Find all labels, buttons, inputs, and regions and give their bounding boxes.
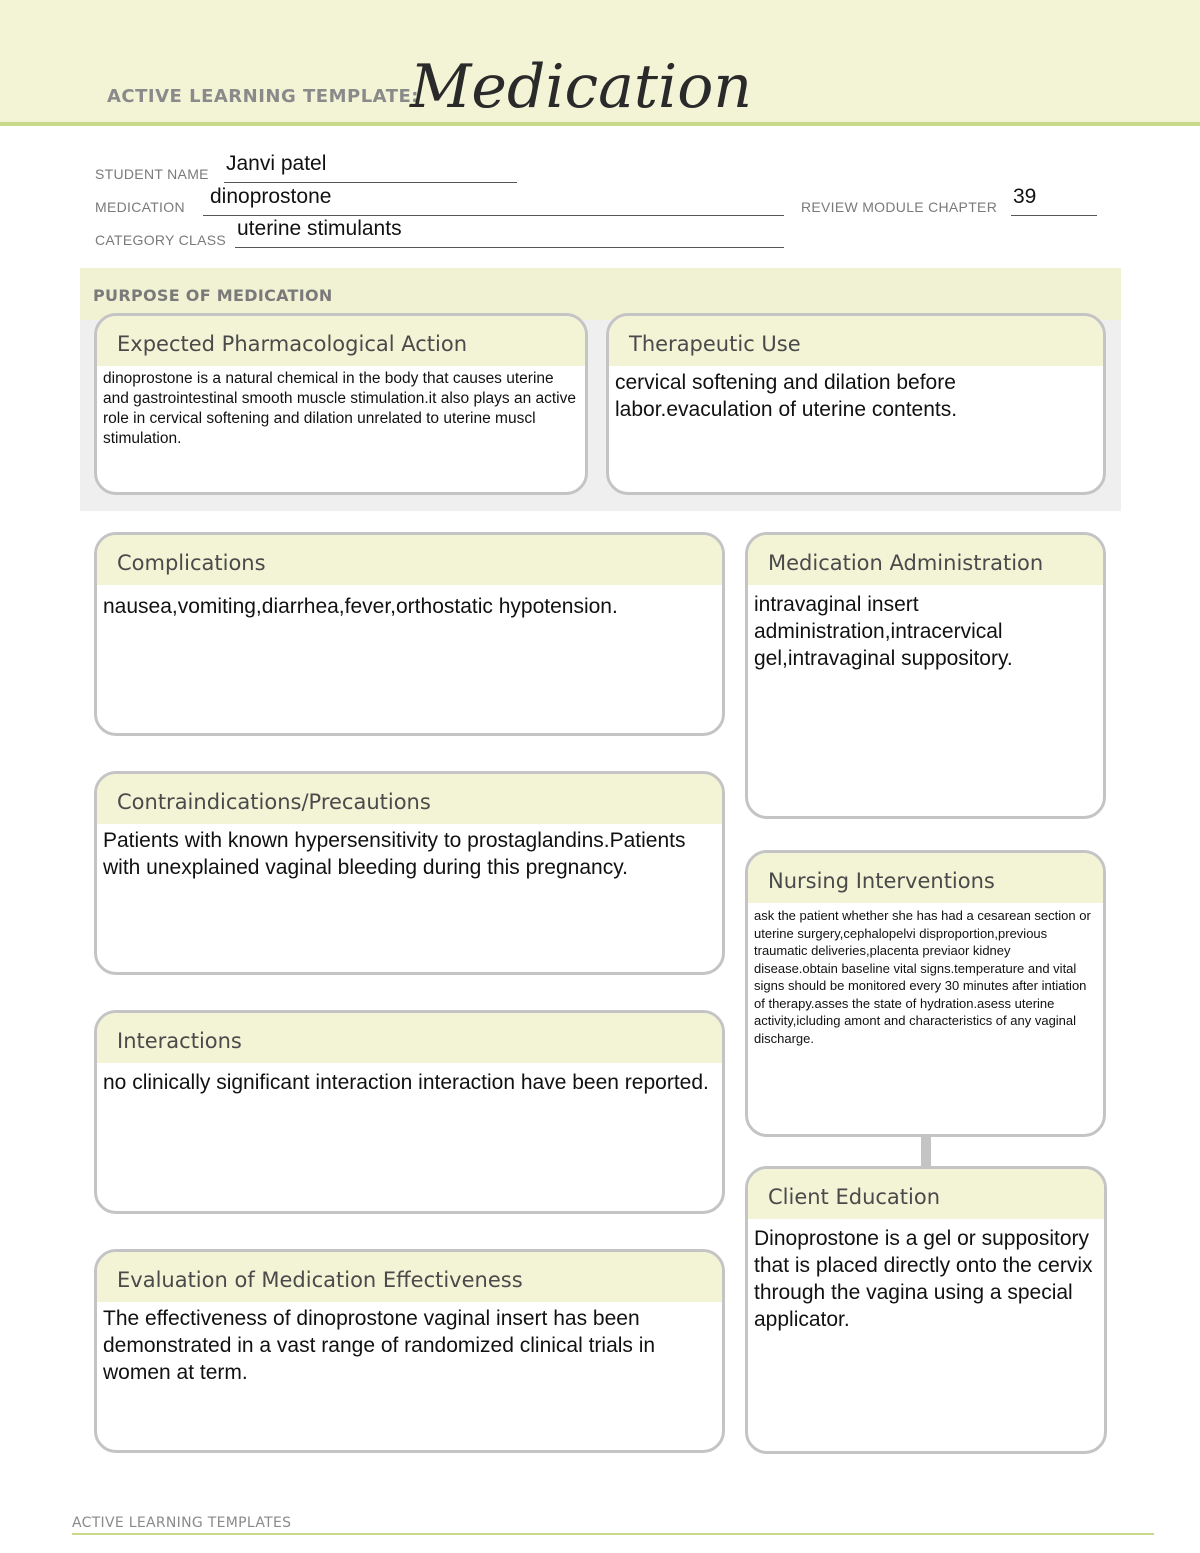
review-module-underline — [1011, 215, 1097, 216]
therapeutic-use-text[interactable]: cervical softening and dilation before labor.evaculation of uterine contents. — [615, 371, 958, 421]
review-module-chapter-field[interactable]: 39 — [1013, 185, 1037, 208]
expected-action-heading: Expected Pharmacological Action — [97, 316, 585, 366]
contraindications-box — [94, 771, 725, 975]
interactions-text[interactable]: no clinically significant interaction interaction have been reported. — [103, 1071, 709, 1094]
footer-label: ACTIVE LEARNING TEMPLATES — [72, 1515, 292, 1531]
medication-administration-text[interactable]: intravaginal insert administration,intracervical gel,intravaginal suppository. — [754, 593, 1013, 670]
purpose-section-title: PURPOSE OF MEDICATION — [93, 286, 333, 305]
contraindications-heading: Contraindications/Precautions — [97, 774, 722, 824]
client-education-box — [745, 1166, 1107, 1454]
nursing-interventions-text[interactable]: ask the patient whether she has had a cesarean section or uterine surgery,cephalopelvi disproportion,previous traumatic deliveries,placenta previaor kidney disease.obtain baseline vital signs.temperature and vital signs should be monitored every 30 minutes after intiation of therapy.asses the state of hydration.asess uterine activity,icluding amont and characteristics of any vaginal discharge. — [754, 908, 1091, 1046]
medication-underline — [203, 215, 784, 216]
evaluation-text[interactable]: The effectiveness of dinoprostone vaginal insert has been demonstrated in a vast range of randomized clinical trials in women at term. — [103, 1307, 656, 1384]
expected-action-text[interactable]: dinoprostone is a natural chemical in the body that causes uterine and gastrointestinal smooth muscle stimulation.it also plays an active role in cervical softening and dilation unrelated to uterine muscl stimulation. — [103, 370, 576, 447]
medication-administration-box — [745, 532, 1106, 819]
contraindications-text[interactable]: Patients with known hypersensitivity to prostaglandins.Patients with unexplained vaginal bleeding during this pregnancy. — [103, 829, 686, 879]
interactions-heading: Interactions — [97, 1013, 722, 1063]
category-class-underline — [235, 247, 784, 248]
nursing-interventions-box — [745, 850, 1106, 1137]
page-title: Medication — [410, 52, 752, 122]
template-label: ACTIVE LEARNING TEMPLATE: — [107, 86, 419, 107]
category-class-field[interactable]: uterine stimulants — [237, 217, 402, 240]
interactions-box — [94, 1010, 725, 1214]
complications-box — [94, 532, 725, 736]
medication-label: MEDICATION — [95, 199, 185, 215]
client-education-text[interactable]: Dinoprostone is a gel or suppository that is placed directly onto the cervix through the vagina using a special applicator. — [754, 1227, 1093, 1331]
student-name-label: STUDENT NAME — [95, 166, 209, 182]
box-connector — [921, 1134, 931, 1168]
student-name-underline — [224, 182, 517, 183]
nursing-interventions-heading: Nursing Interventions — [748, 853, 1103, 903]
category-class-label: CATEGORY CLASS — [95, 232, 227, 248]
complications-text[interactable]: nausea,vomiting,diarrhea,fever,orthostatic hypotension. — [103, 595, 618, 618]
evaluation-box — [94, 1249, 725, 1453]
student-name-field[interactable]: Janvi patel — [226, 152, 327, 175]
review-module-label: REVIEW MODULE CHAPTER — [801, 199, 998, 215]
client-education-heading: Client Education — [748, 1169, 1104, 1219]
medication-field[interactable]: dinoprostone — [210, 185, 332, 208]
complications-heading: Complications — [97, 535, 722, 585]
footer-divider — [72, 1533, 1154, 1535]
expected-action-box — [94, 313, 588, 495]
therapeutic-use-box — [606, 313, 1106, 495]
therapeutic-use-heading: Therapeutic Use — [609, 316, 1103, 366]
medication-administration-heading: Medication Administration — [748, 535, 1103, 585]
evaluation-heading: Evaluation of Medication Effectiveness — [97, 1252, 722, 1302]
